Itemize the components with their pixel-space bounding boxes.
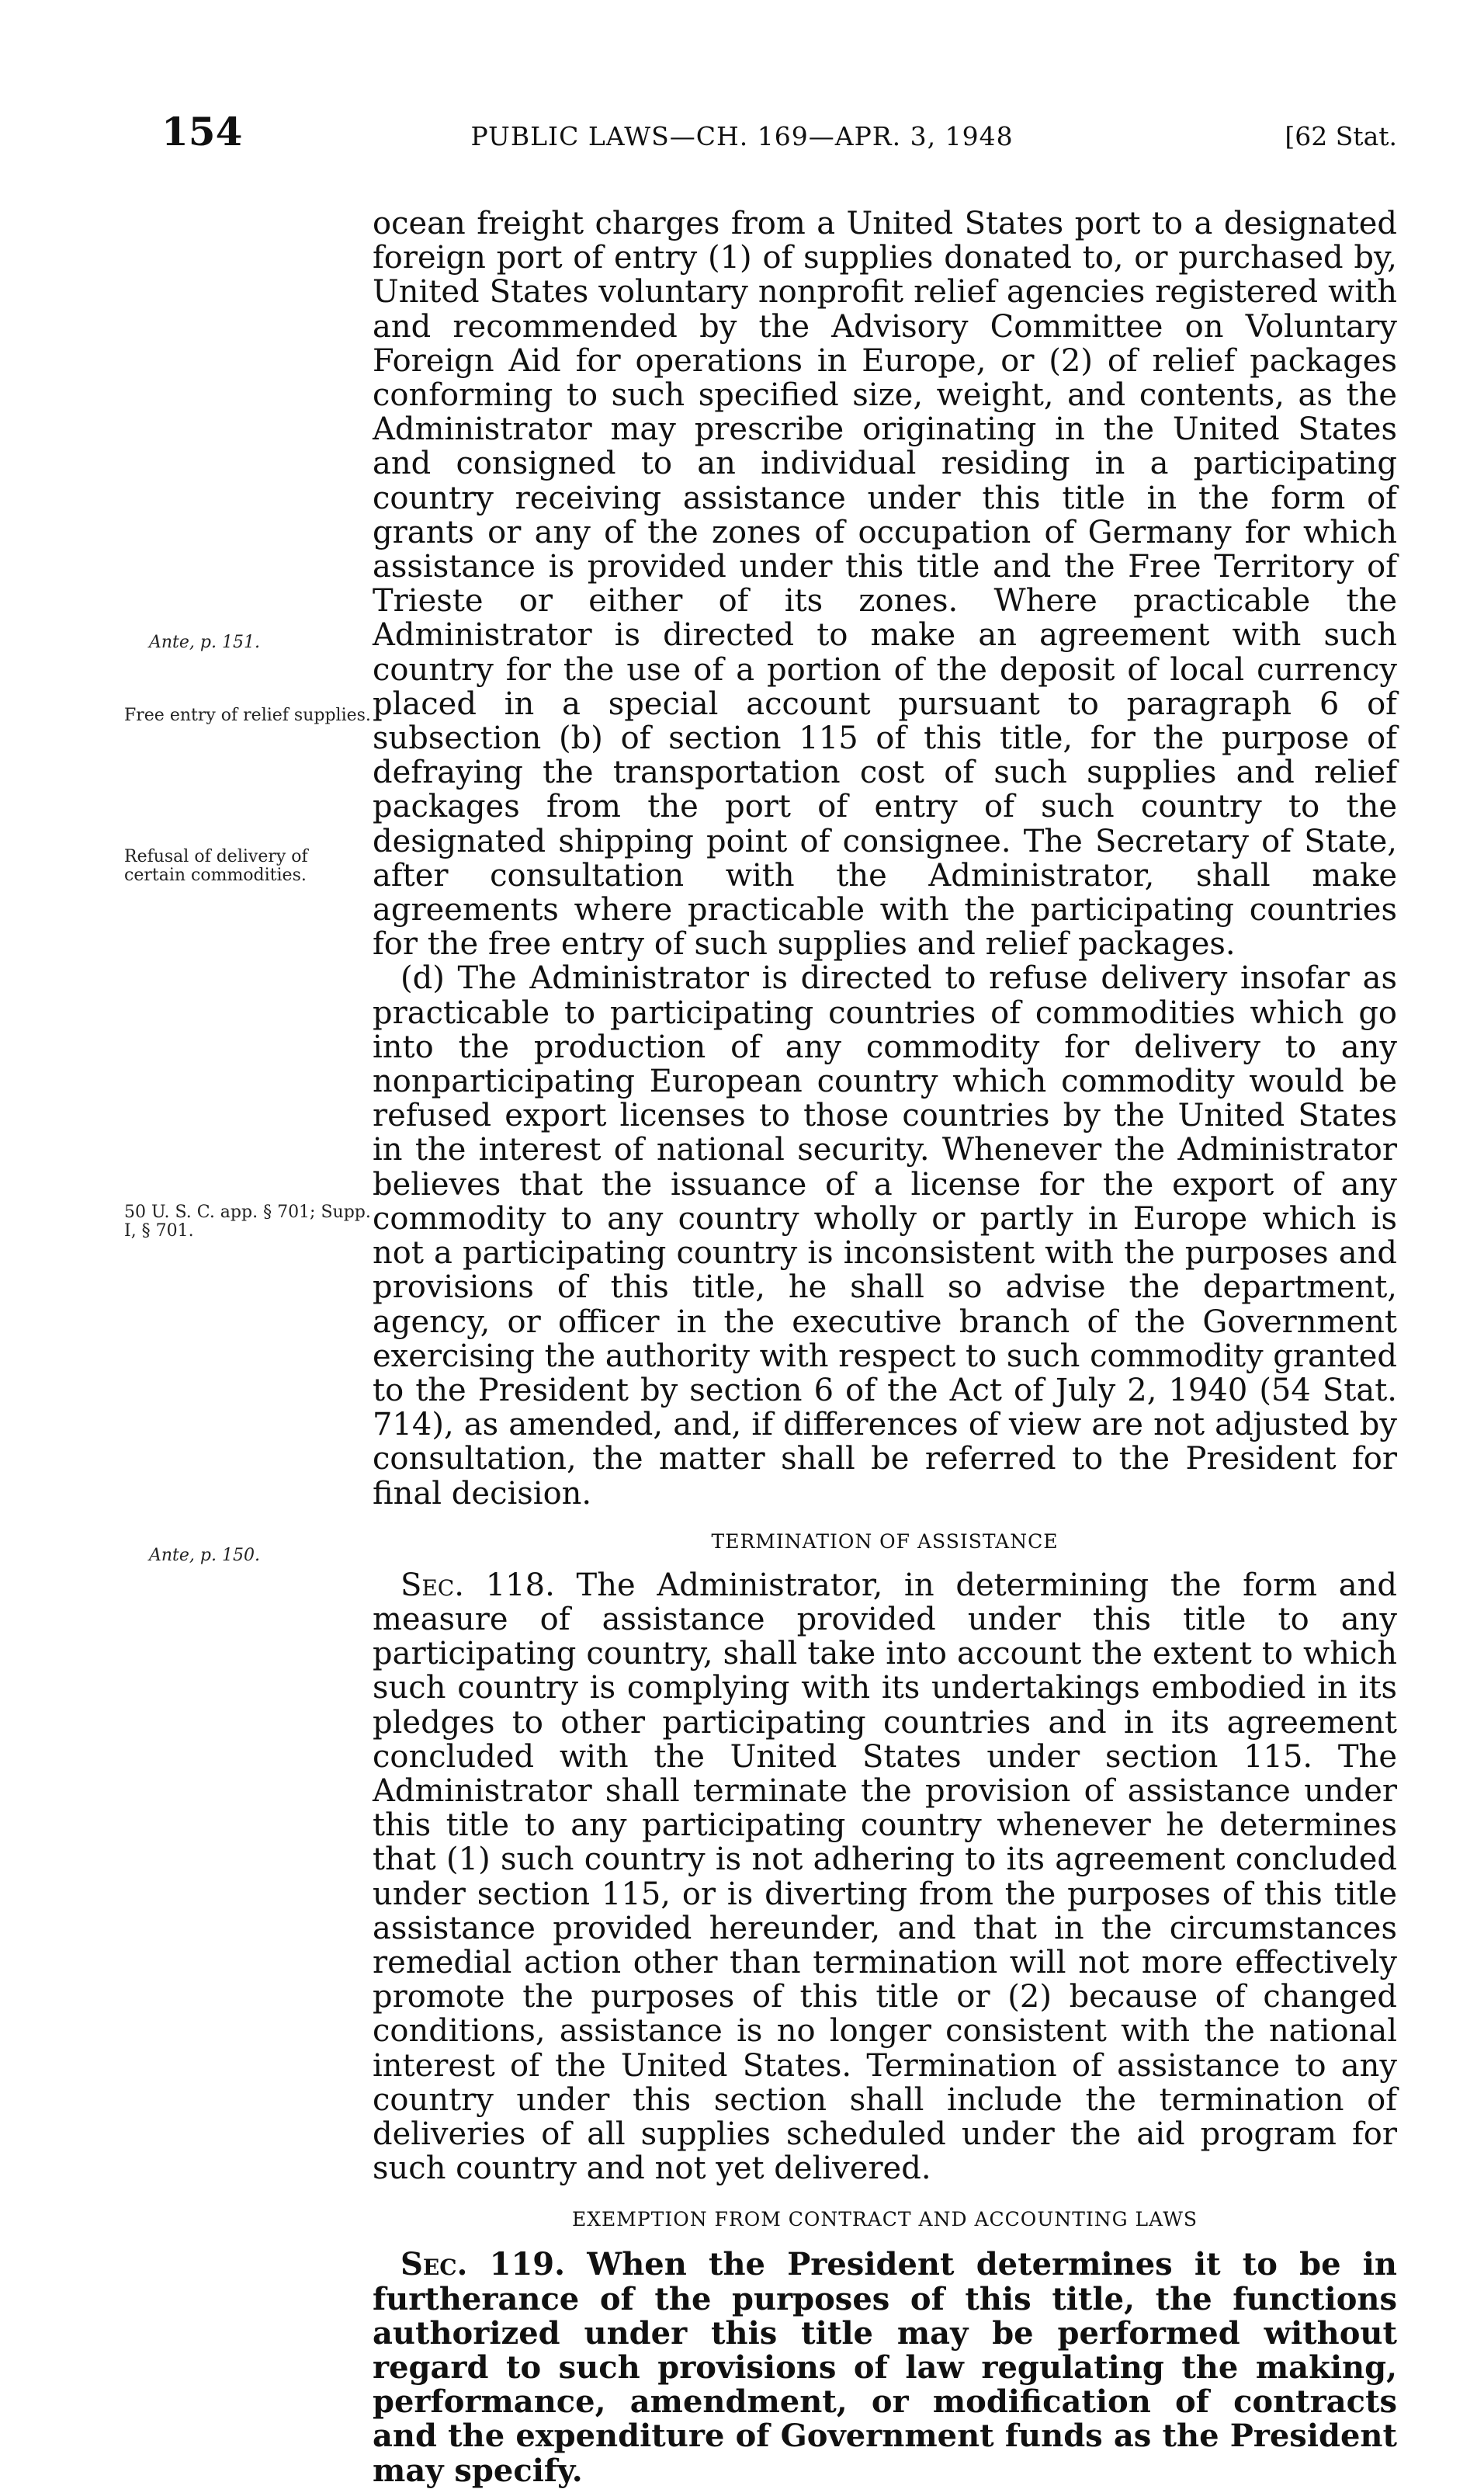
margin-note-free-entry: Free entry of relief supplies. <box>124 706 371 725</box>
section-118 <box>373 1568 1397 2186</box>
section-118-text: The Administrator, in determining the form and measure of assistance provided under this title to any participating country, shall take into account the extent to which such country is complying with its undertakings embodied in its pledges to other participating countries and in its agreement concluded with the United States under section 115. The Administrator shall terminate the provision of assistance under this title to any participating country whenever he determines that (1) such country is not adhering to its agreement concluded under section 115, or is diverting from the purposes of this title assistance provided hereunder, and that in the circumstances remedial action other than termination will not more effectively promote the purposes of this title or (2) because of changed conditions, assistance is no longer consistent with the national interest of the United States. Termination of assistance to any country under this section shall include the termination of deliveries of all supplies scheduled under the aid program for such country and not yet delivered. <box>373 1567 1398 2187</box>
page-header <box>0 109 1484 171</box>
heading-termination-of-assistance: TERMINATION OF ASSISTANCE <box>711 1529 1059 1553</box>
margin-note-ante-150: Ante, p. 150. <box>149 1546 260 1565</box>
statute-reference: [62 Stat. <box>1285 121 1397 151</box>
page-number: 154 <box>161 109 243 154</box>
paragraph-subsection-d: (d) The Administrator is directed to refuse delivery insofar as practicable to participating countries of commodities which go into the production of any commodity for delivery to any nonparticipating European country which commodity would be refused export licenses to those countries by the United States in the interest of national security. Whenever the Administrator believes that the issuance of a license for the export of any commodity to any country wholly or partly in Europe which is not a participating country is inconsistent with the purposes and provisions of this title, he shall so advise the department, agency, or officer in the executive branch of the Government exercising the authority with respect to such commodity granted to the President by section 6 of the Act of July 2, 1940 (54 Stat. 714), as amended, and, if differences of view are not adjusted by consultation, the matter shall be referred to the President for final decision. <box>373 960 1397 1512</box>
margin-note-usc-citation: 50 U. S. C. app. § 701; Supp. I, § 701. <box>124 1203 371 1241</box>
heading-exemption: EXEMPTION FROM CONTRACT AND ACCOUNTING LAWS <box>571 2208 1198 2231</box>
section-119-text: When the President determines it to be in furtherance of the purposes of this title, the functions authorized under this title may be performed without regard to such provisions of law regulating the making, performance, amendment, or modification of contracts and the expenditure of Government funds as the President may specify. <box>373 2246 1397 2489</box>
paragraph-ocean-freight: ocean freight charges from a United States port to a designated foreign port of entry (1) of supplies donated to, or purchased by, United States voluntary nonprofit relief agencies registered with and recommended by the Advisory Committee on Voluntary Foreign Aid for operations in Europe, or (2) of relief packages conforming to such specified size, weight, and contents, as the Administrator may prescribe originating in the United States and consigned to an individual residing in a participating country receiving assistance under this title in the form of grants or any of the zones of occupation of Germany for which assistance is provided under this title and the Free Territory of Trieste or either of its zones. Where practicable the Administrator is directed to make an agreement with such country for the use of a portion of the deposit of local currency placed in a special account pursuant to paragraph 6 of subsection (b) of section 115 of this title, for the purpose of defraying the transportation cost of such supplies and relief packages from the port of entry of such country to the designated shipping point of consignee. The Secretary of State, after consultation with the Administrator, shall make agreements where practicable with the participating countries for the free entry of such supplies and relief packages. <box>373 206 1397 963</box>
section-119 <box>373 2248 1397 2487</box>
body-text <box>373 207 1397 2488</box>
running-head: PUBLIC LAWS—CH. 169—APR. 3, 1948 <box>470 121 1014 151</box>
margin-note-ante-151: Ante, p. 151. <box>149 633 260 652</box>
section-118-label: Sec. 118. <box>400 1567 555 1603</box>
section-119-label: Sec. 119. <box>400 2246 566 2283</box>
margin-note-refusal-of-delivery: Refusal of delivery of certain commodities. <box>124 847 308 885</box>
